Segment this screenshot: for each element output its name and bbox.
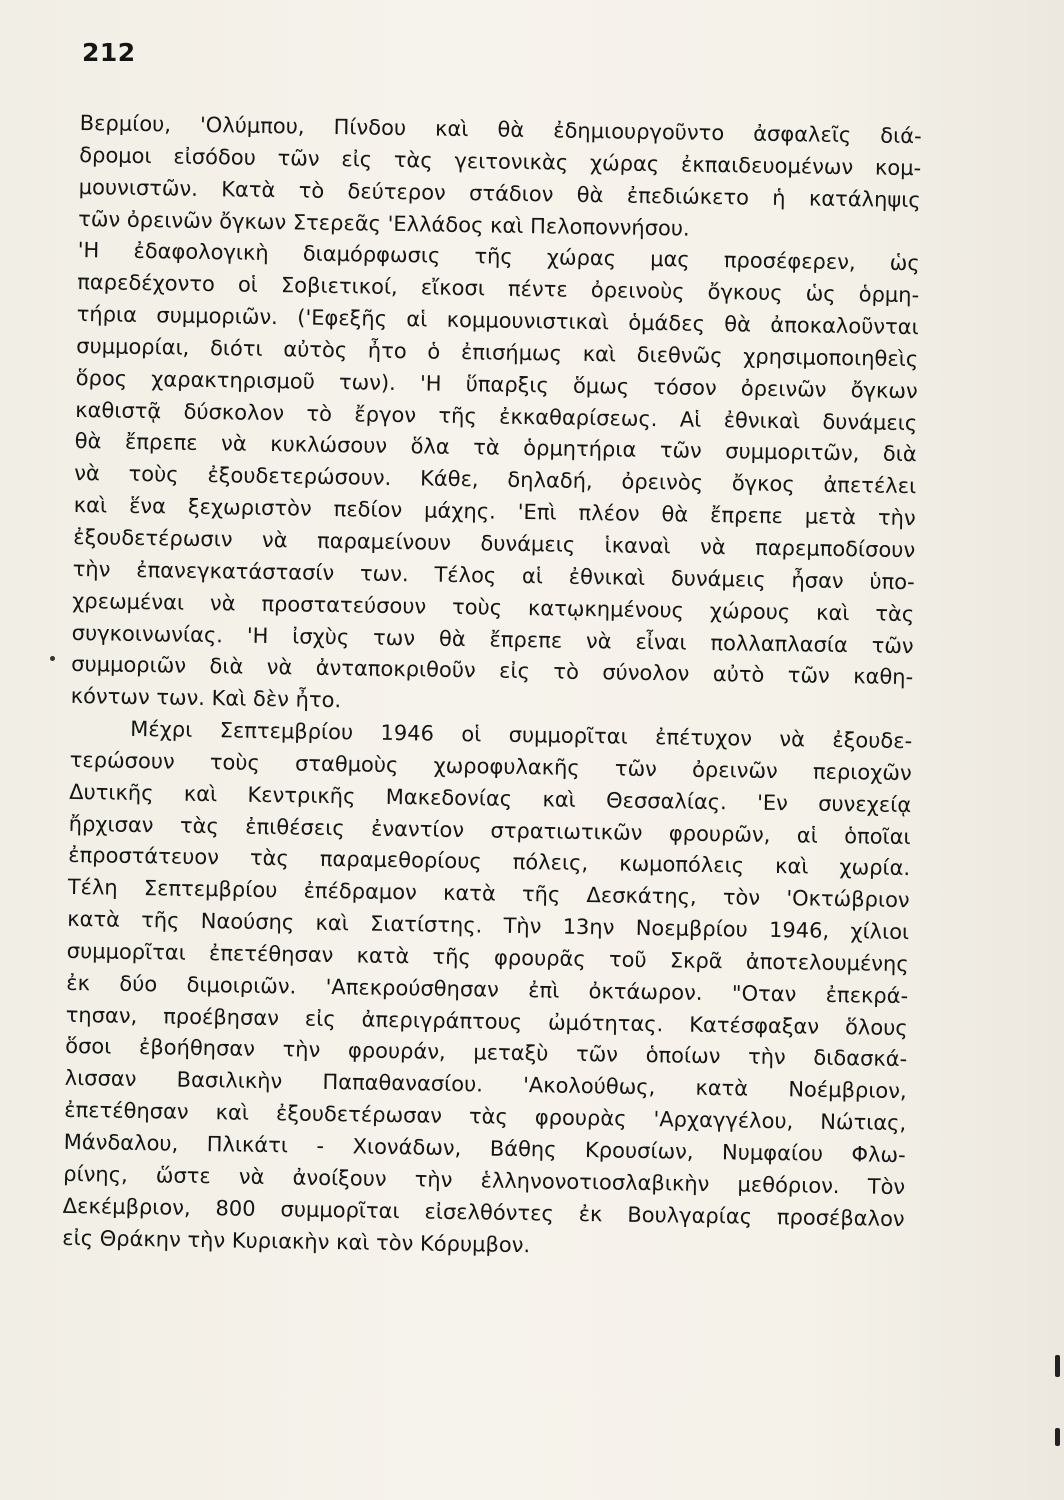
text-line: καθιστᾷ δύσκολον τὸ ἔργον τῆς ἐκκαθαρίσεως. Αἱ ἐθνικαὶ δυνάμεις: [75, 397, 918, 435]
text-line: λισσαν Βασιλικὴν Παπαθανασίου. 'Ακολούθως, κατὰ Νοέμβριον,: [64, 1066, 907, 1104]
text-line: τῶν ὀρεινῶν ὄγκων Στερεᾶς 'Ελλάδος καὶ Πελοποννήσου.: [78, 206, 690, 241]
text-line: εἰς Θράκην τὴν Κυριακὴν καὶ τὸν Κόρυμβον.: [62, 1225, 531, 1257]
text-line: τὴν ἐπανεγκατάστασίν των. Τέλος αἱ ἐθνικαὶ δυνάμεις ἦσαν ὑπο-: [72, 556, 915, 594]
text-line: χρεωμέναι νὰ προστατεύσουν τοὺς κατῳκημένους χώρους καὶ τὰς: [72, 588, 915, 626]
margin-dot: [50, 656, 55, 661]
text-line: δρομοι εἰσόδου τῶν εἰς τὰς γειτονικὰς χώρας ἐκπαιδευομένων κομ-: [79, 142, 922, 181]
text-line: 'Η ἐδαφολογικὴ διαμόρφωσις τῆς χώρας μας προσέφερεν, ὡς: [77, 238, 920, 276]
text-line: ἐπετέθησαν καὶ ἐξουδετέρωσαν τὰς φρουρὰς 'Αρχαγγέλου, Νώτιας,: [64, 1098, 907, 1136]
body-text: [62, 108, 922, 1267]
text-line: θὰ ἔπρεπε νὰ κυκλώσουν ὅλα τὰ ὁρμητήρια τῶν συμμοριτῶν, διὰ: [74, 429, 917, 467]
text-line: Δυτικῆς καὶ Κεντρικῆς Μακεδονίας καὶ Θεσσαλίας. 'Εν συνεχείᾳ: [69, 779, 912, 817]
text-line: Μάνδαλου, Πλικάτι - Χιονάδων, Βάθης Κρουσίων, Νυμφαίου Φλω-: [63, 1129, 906, 1168]
page-edge-mark: [1055, 1428, 1060, 1446]
text-line: κατὰ τῆς Ναούσης καὶ Σιατίστης. Τὴν 13ην Νοεμβρίου 1946, χίλιοι: [67, 906, 910, 945]
text-line: Δεκέμβριον, 800 συμμορῖται εἰσελθόντες ἐκ Βουλγαρίας προσέβαλον: [62, 1193, 905, 1231]
text-line: Τέλη Σεπτεμβρίου ἐπέδραμον κατὰ τῆς Δεσκάτης, τὸν 'Οκτώβριον: [67, 875, 910, 913]
text-line: μουνιστῶν. Κατὰ τὸ δεύτερον στάδιον θὰ ἐπεδιώκετο ἡ κατάληψις: [78, 174, 921, 212]
text-line: ὅσοι ἐβοήθησαν τὴν φρουράν, μεταξὺ τῶν ὁποίων τὴν διδασκά-: [65, 1034, 908, 1072]
page-number: 212: [82, 38, 136, 67]
text-line: παρεδέχοντο οἱ Σοβιετικοί, εἴκοσι πέντε ὀρεινοὺς ὄγκους ὡς ὁρμη-: [77, 270, 920, 308]
page-edge-mark: [1055, 1355, 1060, 1377]
text-line: ἐκ δύο διμοιριῶν. 'Απεκρούσθησαν ἐπὶ ὀκτάωρον. "Οταν ἐπεκρά-: [66, 970, 909, 1008]
text-line: συγκοινωνίας. 'Η ἰσχὺς των θὰ ἔπρεπε νὰ εἶναι πολλαπλασία τῶν: [71, 620, 914, 658]
text-line: Μέχρι Σεπτεμβρίου 1946 οἱ συμμορῖται ἐπέτυχον νὰ ἐξουδε-: [130, 716, 913, 754]
text-line: τήρια συμμοριῶν. ('Εφεξῆς αἱ κομμουνιστικαὶ ὁμάδες θὰ ἀποκαλοῦνται: [76, 302, 919, 340]
text-line: ὅρος χαρακτηρισμοῦ των). 'Η ὕπαρξις ὅμως τόσον ὀρεινῶν ὄγκων: [75, 365, 918, 403]
text-line: καὶ ἕνα ξεχωριστὸν πεδίον μάχης. 'Επὶ πλέον θὰ ἔπρεπε μετὰ τὴν: [73, 493, 916, 531]
text-line: συμμοριῶν διὰ νὰ ἀνταποκριθοῦν εἰς τὸ σύνολον αὐτὸ τῶν καθη-: [71, 652, 914, 690]
text-line: Βερμίου, 'Ολύμπου, Πίνδου καὶ θὰ ἐδημιουργοῦντο ἀσφαλεῖς διά-: [79, 110, 922, 149]
text-line: τησαν, προέβησαν εἰς ἀπεριγράπτους ὠμότητας. Κατέσφαξαν ὅλους: [65, 1002, 908, 1040]
text-line: ἐπροστάτευον τὰς παραμεθορίους πόλεις, κωμοπόλεις καὶ χωρία.: [68, 843, 911, 881]
text-line: κόντων των. Καὶ δὲν ἦτο.: [70, 684, 342, 713]
text-line: νὰ τοὺς ἐξουδετερώσουν. Κάθε, δηλαδή, ὀρεινὸς ὄγκος ἀπετέλει: [74, 461, 917, 499]
text-line: συμμορῖται ἐπετέθησαν κατὰ τῆς φρουρᾶς τοῦ Σκρᾶ ἀποτελουμένης: [66, 938, 909, 977]
text-line: ρίνης, ὥστε νὰ ἀνοίξουν τὴν ἑλληνονοτιοσλαβικὴν μεθόριον. Τὸν: [63, 1161, 906, 1199]
text-line: τερώσουν τοὺς σταθμοὺς χωροφυλακῆς τῶν ὀρεινῶν περιοχῶν: [69, 747, 912, 786]
text-line: ἐξουδετέρωσιν νὰ παραμείνουν δυνάμεις ἱκαναὶ νὰ παρεμποδίσουν: [73, 524, 916, 563]
text-line: ἤρχισαν τὰς ἐπιθέσεις ἐναντίον στρατιωτικῶν φρουρῶν, αἱ ὁποῖαι: [68, 811, 911, 849]
text-line: συμμορίαι, διότι αὐτὸς ἦτο ὁ ἐπισήμως καὶ διεθνῶς χρησιμοποιηθεὶς: [76, 333, 919, 372]
